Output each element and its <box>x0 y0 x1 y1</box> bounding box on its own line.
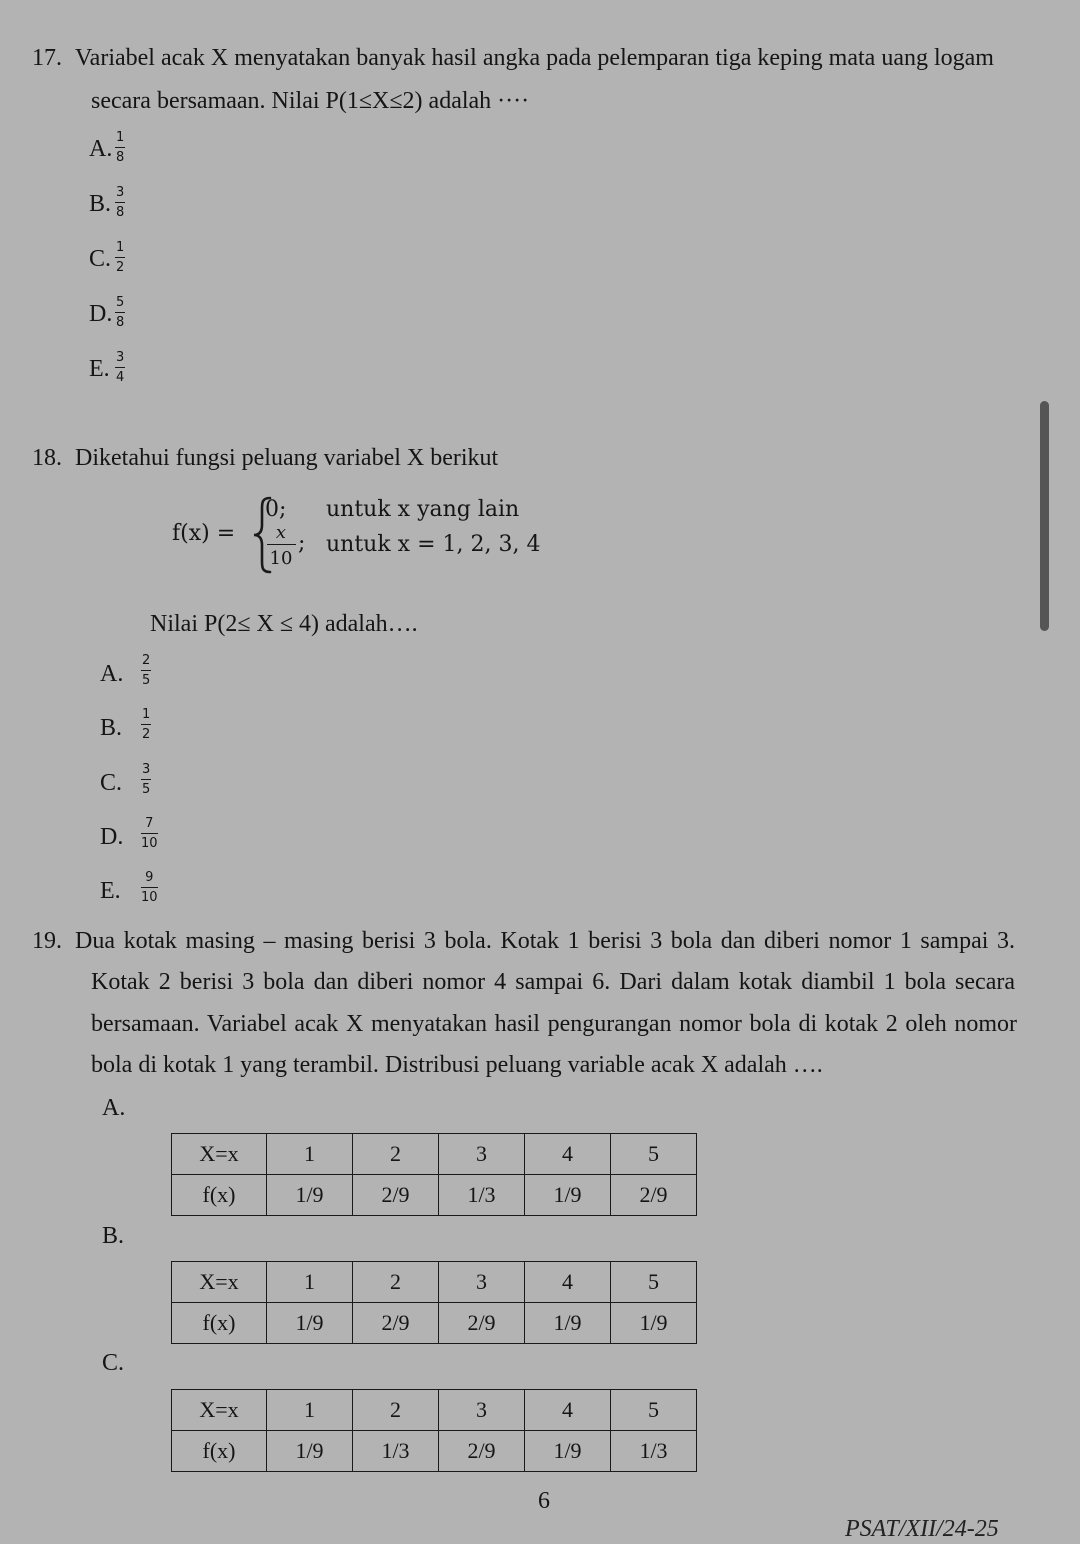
case2-numerator: x <box>275 522 287 543</box>
table-row <box>172 1431 697 1472</box>
fraction-numerator: 1 <box>116 130 125 145</box>
table-cell: 1 <box>267 1262 353 1303</box>
fraction-numerator: 9 <box>145 870 154 885</box>
table-cell: 1/9 <box>267 1303 353 1344</box>
q18-number: 18. <box>32 445 62 471</box>
case2-denominator: 10 <box>269 548 293 569</box>
fraction-numerator: 3 <box>116 185 125 200</box>
table-cell: 1/9 <box>525 1431 611 1472</box>
fraction-bar <box>141 670 151 671</box>
table-cell: 4 <box>525 1134 611 1175</box>
table-cell: 1/9 <box>267 1175 353 1216</box>
table-cell: 1 <box>267 1134 353 1175</box>
table-cell: 5 <box>611 1390 697 1431</box>
fraction-denominator: 4 <box>116 370 125 385</box>
q17-option-c-letter[interactable]: C. <box>89 246 112 272</box>
table-header-row <box>172 1262 697 1303</box>
fraction-numerator: 5 <box>116 295 125 310</box>
case2-separator: ; <box>298 531 306 556</box>
q17-option-d-fraction[interactable] <box>115 295 125 331</box>
table-header-row <box>172 1390 697 1431</box>
q18-option-c-letter[interactable]: C. <box>100 770 123 796</box>
q17-option-e-fraction[interactable] <box>115 350 125 386</box>
table-cell: 3 <box>439 1262 525 1303</box>
fraction-bar <box>141 779 151 780</box>
table-cell: X=x <box>172 1262 267 1303</box>
table-cell: 3 <box>439 1390 525 1431</box>
q19-option-b-table[interactable] <box>171 1261 697 1344</box>
q17-option-b-letter[interactable]: B. <box>89 191 112 217</box>
q19-text-line2: Kotak 2 berisi 3 bola dan diberi nomor 4 sampai 6. Dari dalam kotak diambil 1 bola secara <box>91 969 1015 995</box>
q18-text: Diketahui fungsi peluang variabel X berikut <box>75 445 499 471</box>
table-cell: 2/9 <box>353 1175 439 1216</box>
fraction-denominator: 2 <box>116 260 125 275</box>
fraction-denominator: 2 <box>142 727 151 742</box>
table-cell: 1/3 <box>439 1175 525 1216</box>
q18-option-b-fraction[interactable] <box>141 707 151 743</box>
table-cell: 4 <box>525 1262 611 1303</box>
q17-option-e-letter[interactable]: E. <box>89 356 110 382</box>
q19-number: 19. <box>32 928 62 954</box>
table-header-row <box>172 1134 697 1175</box>
fraction-numerator: 1 <box>142 707 151 722</box>
q19-option-a-letter[interactable]: A. <box>102 1095 126 1121</box>
table-cell: 2/9 <box>611 1175 697 1216</box>
fraction-numerator: 1 <box>116 240 125 255</box>
table-cell: 2/9 <box>439 1303 525 1344</box>
table-cell: 1/9 <box>525 1175 611 1216</box>
table-cell: 4 <box>525 1390 611 1431</box>
table-cell: 2 <box>353 1262 439 1303</box>
fraction-numerator: 3 <box>116 350 125 365</box>
q17-option-b-fraction[interactable] <box>115 185 125 221</box>
q17-option-d-letter[interactable]: D. <box>89 301 113 327</box>
footer-code: PSAT/XII/24-25 <box>845 1516 999 1542</box>
fraction-denominator: 5 <box>142 673 151 688</box>
table-cell: f(x) <box>172 1175 267 1216</box>
fraction-denominator: 10 <box>141 836 158 851</box>
table-cell: 1/9 <box>611 1303 697 1344</box>
table-cell: 5 <box>611 1262 697 1303</box>
q19-option-b-letter[interactable]: B. <box>102 1223 125 1249</box>
table-cell: 1/9 <box>267 1431 353 1472</box>
q17-text-line1: Variabel acak X menyatakan banyak hasil angka pada pelemparan tiga keping mata uang logam <box>75 45 994 71</box>
q18-option-d-letter[interactable]: D. <box>100 824 124 850</box>
fraction-bar <box>115 202 125 203</box>
table-cell: 1/9 <box>525 1303 611 1344</box>
q19-option-a-table[interactable] <box>171 1133 697 1216</box>
table-cell: 2 <box>353 1134 439 1175</box>
q17-option-a-letter[interactable]: A. <box>89 136 113 162</box>
table-cell: 2/9 <box>353 1303 439 1344</box>
case2-fraction-bar <box>267 544 296 545</box>
q18-option-a-fraction[interactable] <box>141 653 151 689</box>
q18-option-b-letter[interactable]: B. <box>100 715 123 741</box>
fraction-bar <box>141 833 158 834</box>
fraction-bar <box>141 724 151 725</box>
table-cell: 3 <box>439 1134 525 1175</box>
fraction-denominator: 5 <box>142 782 151 797</box>
fraction-bar <box>115 367 125 368</box>
fraction-denominator: 8 <box>116 205 125 220</box>
fraction-numerator: 3 <box>142 762 151 777</box>
table-cell: 1/3 <box>611 1431 697 1472</box>
q19-option-c-letter[interactable]: C. <box>102 1350 125 1376</box>
table-cell: 2 <box>353 1390 439 1431</box>
q17-option-a-fraction[interactable] <box>115 130 125 166</box>
table-cell: 2/9 <box>439 1431 525 1472</box>
table-cell: X=x <box>172 1390 267 1431</box>
scrollbar[interactable] <box>1040 401 1049 631</box>
fraction-numerator: 2 <box>142 653 151 668</box>
fraction-denominator: 8 <box>116 150 125 165</box>
q19-text-line1: Dua kotak masing – masing berisi 3 bola. Kotak 1 berisi 3 bola dan diberi nomor 1 sampai 3. <box>75 928 1015 954</box>
fraction-bar <box>115 312 125 313</box>
fraction-denominator: 10 <box>141 890 158 905</box>
fraction-numerator: 7 <box>145 816 154 831</box>
table-cell: f(x) <box>172 1303 267 1344</box>
function-lhs: f(x) = <box>172 521 236 546</box>
q19-option-c-table[interactable] <box>171 1389 697 1472</box>
table-cell: f(x) <box>172 1431 267 1472</box>
q17-text-line2: secara bersamaan. Nilai P(1≤X≤2) adalah ···· <box>91 88 530 114</box>
q18-option-d-fraction[interactable] <box>141 816 158 852</box>
q19-text-line3: bersamaan. Variabel acak X menyatakan hasil pengurangan nomor bola di kotak 2 oleh nomor <box>91 1011 1017 1037</box>
table-cell: 1 <box>267 1390 353 1431</box>
table-row <box>172 1303 697 1344</box>
case2-condition: untuk x = 1, 2, 3, 4 <box>326 532 541 557</box>
case1-condition: untuk x yang lain <box>326 497 520 522</box>
q18-option-e-fraction[interactable] <box>141 870 158 906</box>
fraction-bar <box>141 887 158 888</box>
q18-option-e-letter[interactable]: E. <box>100 878 121 904</box>
case1-value: 0; <box>265 497 287 522</box>
q17-option-c-fraction[interactable] <box>115 240 125 276</box>
fraction-bar <box>115 257 125 258</box>
table-cell: X=x <box>172 1134 267 1175</box>
fraction-bar <box>115 147 125 148</box>
q18-option-c-fraction[interactable] <box>141 762 151 798</box>
page-number: 6 <box>538 1488 550 1514</box>
q18-prompt: Nilai P(2≤ X ≤ 4) adalah…. <box>150 611 418 637</box>
q18-option-a-letter[interactable]: A. <box>100 661 124 687</box>
q19-text-line4: bola di kotak 1 yang terambil. Distribusi peluang variable acak X adalah …. <box>91 1052 823 1078</box>
table-row <box>172 1175 697 1216</box>
q17-number: 17. <box>32 45 62 71</box>
table-cell: 5 <box>611 1134 697 1175</box>
fraction-denominator: 8 <box>116 315 125 330</box>
table-cell: 1/3 <box>353 1431 439 1472</box>
